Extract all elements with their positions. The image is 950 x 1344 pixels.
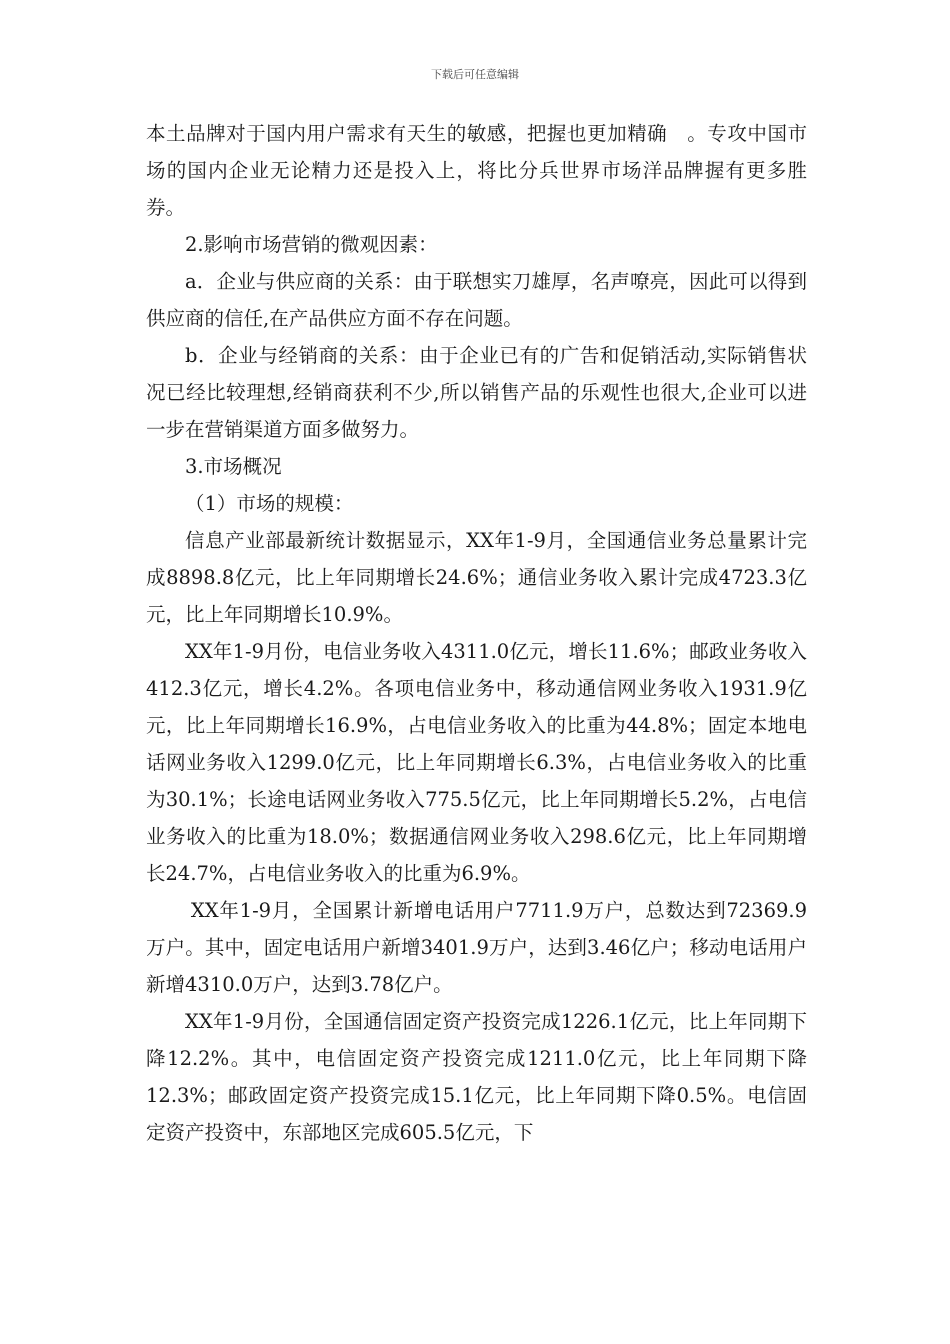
paragraph-dealer-relation: b．企业与经销商的关系：由于企业已有的广告和促销活动,实际销售状况已经比较理想,经销商获利不少,所以销售产品的乐观性也很大,企业可以进一步在营销渠道方面多做努力。 xyxy=(146,344,807,441)
document-body xyxy=(146,115,807,1151)
paragraph-supplier-relation: a．企业与供应商的关系：由于联想实刀雄厚，名声嘹亮，因此可以得到供应商的信任,在产品供应方面不存在问题。 xyxy=(146,270,807,330)
heading-micro-factors: 2.影响市场营销的微观因素： xyxy=(185,233,438,256)
paragraph-phone-users: XX年1-9月，全国累计新增电话用户7711.9万户，总数达到72369.9万户。其中，固定电话用户新增3401.9万户，达到3.46亿户；移动电话用户新增4310.0万户，达到3.78亿户。 xyxy=(146,899,807,996)
paragraph-telecom-revenue: XX年1-9月份，电信业务收入4311.0亿元，增长11.6%；邮政业务收入412.3亿元，增长4.2%。各项电信业务中，移动通信网业务收入1931.9亿元，比上年同期增长16.9%，占电信业务收入的比重为44.8%；固定本地电话网业务收入1299.0亿元，比上年同期增长6.3%，占电信业务收入的比重为30.1%；长途电话网业务收入775.5亿元，比上年同期增长5.2%，占电信业务收入的比重为18.0%；数据通信网业务收入298.6亿元，比上年同期增长24.7%，占电信业务收入的比重为6.9%。 xyxy=(146,640,807,885)
heading-market-scale: （1）市场的规模： xyxy=(185,492,354,515)
paragraph-domestic-brands: 本土品牌对于国内用户需求有天生的敏感，把握也更加精确 。专攻中国市场的国内企业无论精力还是投入上，将比分兵世界市场洋品牌握有更多胜券。 xyxy=(146,122,807,219)
page-header: 下载后可任意编辑 xyxy=(431,68,519,81)
heading-market-overview: 3.市场概况 xyxy=(185,455,282,478)
paragraph-telecom-totals: 信息产业部最新统计数据显示，XX年1-9月，全国通信业务总量累计完成8898.8亿元，比上年同期增长24.6%；通信业务收入累计完成4723.3亿元，比上年同期增长10.9%。 xyxy=(146,529,807,626)
paragraph-fixed-investment: XX年1-9月份，全国通信固定资产投资完成1226.1亿元，比上年同期下降12.2%。其中，电信固定资产投资完成1211.0亿元，比上年同期下降12.3%；邮政固定资产投资完成15.1亿元，比上年同期下降0.5%。电信固定资产投资中，东部地区完成605.5亿元，下 xyxy=(146,1010,807,1144)
